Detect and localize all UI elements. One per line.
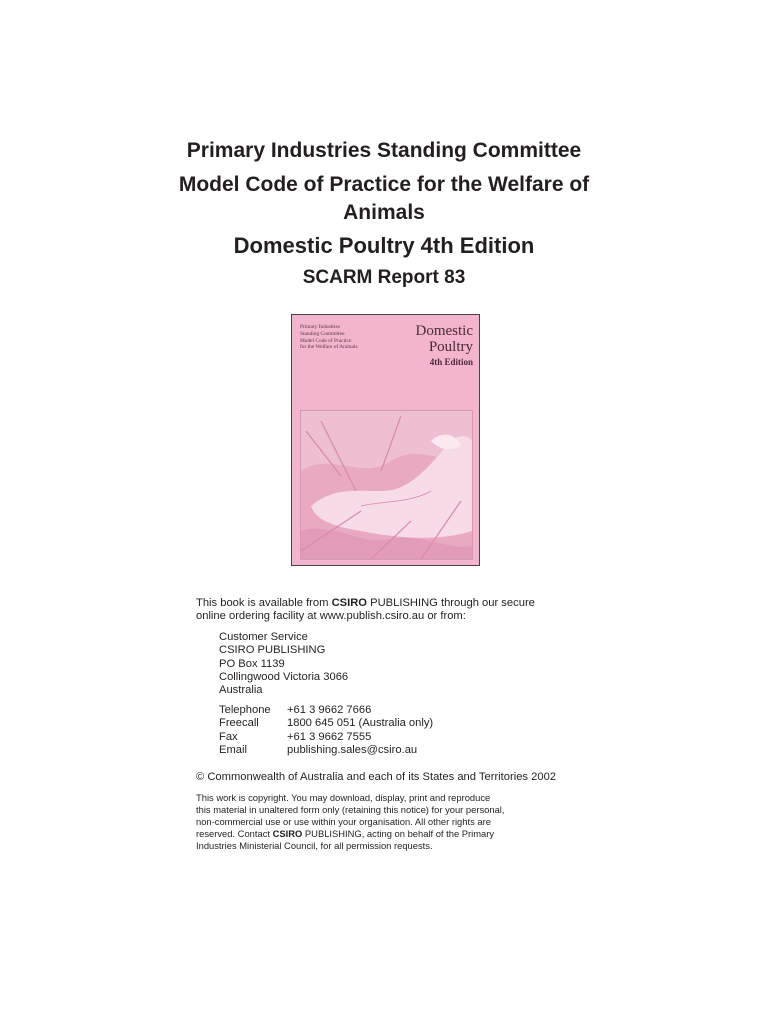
report-number: SCARM Report 83: [302, 267, 466, 288]
code-title: Model Code of Practice for the Welfare of Animals: [178, 173, 590, 224]
edition-title: Domestic Poultry 4th Edition: [233, 233, 535, 258]
cover-title: Domestic Poultry 4th Edition: [415, 323, 473, 367]
copyright-line: © Commonwealth of Australia and each of its States and Territories 2002: [196, 771, 557, 783]
hen-photo: [300, 410, 473, 560]
copyright-notice: This work is copyright. You may download, display, print and reproduce this material in unaltered form only (retaining this notice) for your personal, non-commercial use or use within your organisation. All other rights are reserved. Contact CSIRO PUBLISHING, acting on behalf of the Primary Industries Ministerial Council, for all permission requests.: [196, 792, 505, 851]
committee-title: Primary Industries Standing Committee: [186, 139, 582, 162]
cover-series-text: Primary Industries Standing Committee Model Code of Practice for the Welfare of Animals: [300, 324, 358, 351]
contact-row-fax: Fax +61 3 9662 7555: [219, 730, 372, 743]
book-cover-image: [291, 314, 480, 566]
cover-edition: 4th Edition: [429, 357, 473, 367]
contact-row-freecall: Freecall 1800 645 051 (Australia only): [219, 717, 434, 730]
contact-row-telephone: Telephone +61 3 9662 7666: [219, 704, 372, 716]
postal-address: Customer Service CSIRO PUBLISHING PO Box 1139 Collingwood Victoria 3066 Australia: [219, 631, 349, 697]
contact-row-email: Email publishing.sales@csiro.au: [219, 743, 418, 756]
title-block: [0, 137, 768, 291]
contact-details: [219, 704, 433, 757]
availability-text: This book is available from CSIRO PUBLISHING through our secure online ordering facility at www.publish.csiro.au or from:: [196, 597, 535, 623]
